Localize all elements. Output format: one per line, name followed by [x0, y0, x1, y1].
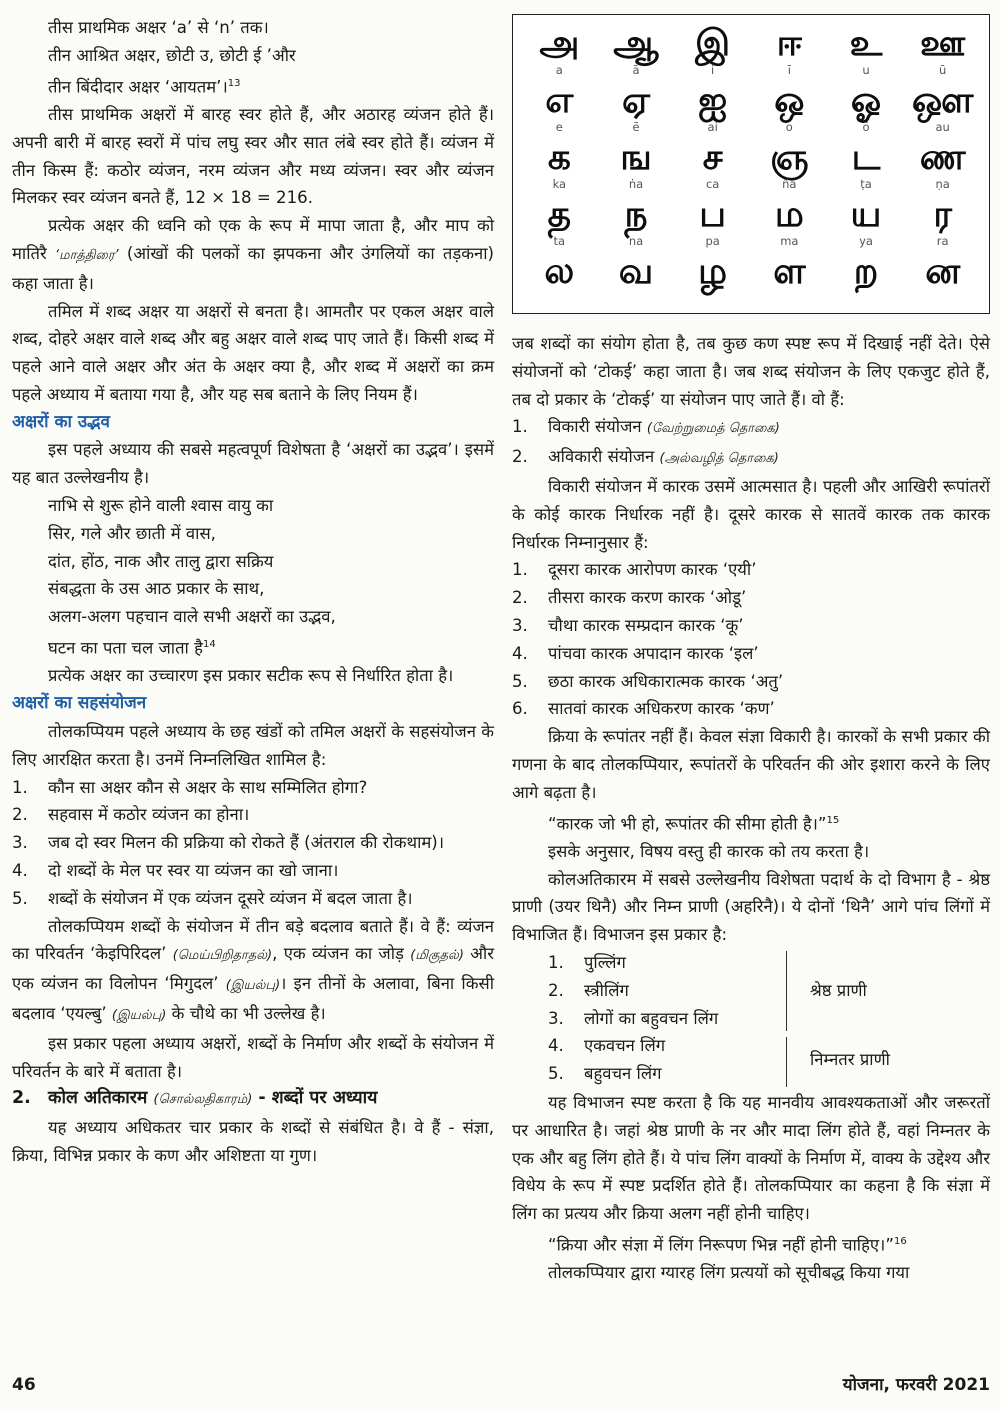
paragraph-summary: इस प्रकार पहला अध्याय अक्षरों, शब्दों के निर्माण और शब्दों के संयोजन में परिवर्तन के बारे में बताता है। [12, 1033, 494, 1081]
tamil-term: ‘மாத்திரை’ [55, 247, 119, 263]
tamil-glyph: ந [624, 194, 648, 235]
paragraph-suffixes: तोलकप्पियार द्वारा ग्यारह लिंग प्रत्ययों को सूचीबद्ध किया गया [548, 1263, 910, 1283]
tamil-letter-cell [828, 139, 905, 196]
tamil-glyph: ஒ [774, 80, 805, 121]
right-column [512, 330, 990, 1287]
tamil-letter-cell [598, 196, 675, 253]
tamil-glyph: வ [618, 251, 654, 292]
list-item: 2. अविकारी संयोजन (அல்வழித் தொகை) [512, 447, 779, 467]
transliteration: ā [632, 63, 640, 77]
list-item: 1. विकारी संयोजन (வேற்றுமைத் தொகை) [512, 417, 780, 437]
table-row: 3. लोगों का बहुवचन लिंग [548, 1008, 719, 1028]
tamil-letter-cell [598, 253, 675, 310]
transliteration: ē [632, 120, 640, 134]
tamil-glyph: ங [620, 137, 652, 178]
tamil-glyph: ச [702, 137, 723, 178]
tamil-glyph: ப [699, 194, 727, 235]
footnote-16: 16 [893, 1236, 907, 1248]
transliteration: ta [553, 234, 566, 248]
journal-issue: योजना, फरवरी 2021 [842, 1375, 990, 1395]
tamil-letter-cell [904, 196, 981, 253]
list-item: 4. पांचवा कारक अपादान कारक ‘इल’ [512, 643, 759, 663]
paragraph-cases: विकारी संयोजन में कारक उसमें आत्मसात है। पहली और आखिरी रूपांतरों के कोई कारक निर्धारक नहीं है। दूसरे कारक से सातवें कारक तक कारक निर्धारक निम्नानुसार हैं: [512, 476, 990, 552]
tamil-letter-cell [828, 253, 905, 310]
paragraph-word-types: यह अध्याय अधिकतर चार प्रकार के शब्दों से संबंधित है। वे हैं - संज्ञा, क्रिया, विभिन्न प्रकार के कण और अशिष्टता या गुण। [12, 1118, 494, 1165]
footnote-14: 14 [202, 639, 216, 651]
section-heading-origin: अक्षरों का उद्भव [12, 411, 111, 432]
list-item: 3. जब दो स्वर मिलन की प्रक्रिया को रोकते हैं (अंतराल की रोकथाम)। [12, 833, 445, 853]
tamil-letter-cell [674, 139, 751, 196]
verse-line: अलग-अलग पहचान वाले सभी अक्षरों का उद्भव, [48, 607, 336, 627]
paragraph-combination: तोलकप्पियम पहले अध्याय के छह खंडों को तमिल अक्षरों के सहसंयोजन के लिए आरक्षित करता है। उनमें निम्नलिखित शामिल है: [12, 721, 494, 769]
tamil-letter-cell [521, 253, 598, 310]
tamil-glyph: ய [850, 194, 882, 235]
paragraph-matra: प्रत्येक अक्षर की ध्वनि को एक के रूप में मापा जाता है, और माप को मातिरै ‘மாத்திரை’ (आंखों की पलकों का झपकना और उंगलियों का तड़कना) कहा जाता है। [12, 216, 494, 293]
tamil-letter-cell [904, 25, 981, 82]
table-row: 2. स्त्रीलिंग [548, 980, 629, 1000]
tamil-letter-cell [674, 25, 751, 82]
transliteration: ra [936, 234, 949, 248]
tamil-glyph: ஈ [776, 23, 803, 64]
tamil-letter-cell [598, 139, 675, 196]
list-item: 1. दूसरा कारक आरोपण कारक ‘एयी’ [512, 560, 757, 580]
paragraph-vowels: तीस प्राथमिक अक्षरों में बारह स्वर होते हैं, और अठारह व्यंजन होते हैं। अपनी बारी में बारह स्वरों में पांच लघु स्वर और सात लंबे स्वर होते हैं। व्यंजन में तीन किस्म हैं: कठोर व्यंजन, नरम व्यंजन और मध्य व्यंजन। स्वर और व्यंजन मिलकर स्वर व्यंजन बनते हैं, 12 × 18 = 216. [12, 104, 494, 208]
quote-16: “क्रिया और संज्ञा में लिंग निरूपण भिन्न नहीं होनी चाहिए।”$^{16}$ [548, 1235, 907, 1255]
tamil-glyph: ஏ [621, 80, 650, 121]
tamil-letter-cell [598, 82, 675, 139]
list-item: 5. छठा कारक अधिकारात्मक कारक ‘अतु’ [512, 671, 784, 691]
chapter-heading: 2. कोल अतिकारम (சொல்லதிகாரம்) - शब्दों पर अध्याय [12, 1088, 378, 1109]
tamil-letter-cell [904, 253, 981, 310]
tamil-alphabet-chart [512, 14, 990, 314]
list-item: 6. सातवां कारक अधिकरण कारक ‘कण’ [512, 699, 775, 719]
transliteration: ṇa [935, 177, 950, 191]
tamil-letter-cell [751, 196, 828, 253]
transliteration: ca [705, 177, 720, 191]
paragraph-pronunciation: प्रत्येक अक्षर का उच्चारण इस प्रकार सटीक रूप से निर्धारित होता है। [48, 666, 454, 686]
table-row: 5. बहुवचन लिंग [548, 1064, 662, 1084]
list-item: 3. चौथा कारक सम्प्रदान कारक ‘कू’ [512, 615, 744, 635]
tamil-letter-cell [598, 25, 675, 82]
transliteration: na [628, 234, 644, 248]
tamil-glyph: ஞ [769, 137, 809, 178]
tamil-glyph: ட [851, 137, 881, 178]
tamil-glyph: ஓ [850, 80, 882, 121]
transliteration: ṅa [628, 177, 644, 191]
tamil-letter-cell [674, 253, 751, 310]
transliteration: au [935, 120, 950, 134]
list-item: 4. दो शब्दों के मेल पर स्वर या व्यंजन का खो जाना। [12, 860, 339, 880]
tamil-glyph: ம [774, 194, 804, 235]
tamil-letter-cell [521, 25, 598, 82]
paragraph-thinai: कोलअतिकारम में सबसे उल्लेखनीय विशेषता पदार्थ के दो विभाग है - श्रेष्ठ प्राणी (उयर थिनै) और निम्न प्राणी (अहरिनै)। ये दोनों ‘थिनै’ आगे पांच लिंगों में विभाजित हैं। विभाजन इस प्रकार है: [512, 869, 990, 945]
transliteration: i [711, 63, 715, 77]
left-column [12, 14, 494, 1170]
tamil-letter-cell [828, 25, 905, 82]
tamil-glyph: ழ [698, 251, 728, 292]
verse-line: नाभि से शुरू होने वाली श्वास वायु का [48, 496, 274, 516]
tamil-letter-cell [828, 196, 905, 253]
verse-line: दांत, होंठ, नाक और तालु द्वारा सक्रिय [48, 551, 274, 571]
tamil-glyph: ண [919, 137, 966, 178]
tamil-glyph: ர [933, 194, 952, 235]
tamil-letter-cell [521, 82, 598, 139]
tamil-letter-cell [751, 25, 828, 82]
tamil-glyph: உ [849, 23, 883, 64]
transliteration: ī [787, 63, 791, 77]
quote-15: “कारक जो भी हो, रूपांतर की सीमा होती है।”$^{15}$ [548, 814, 840, 834]
paragraph-changes: तोलकप्पियम शब्दों के संयोजन में तीन बड़े बदलाव बताते हैं। वे हैं: व्यंजन का परिवर्तन ‘केइपिरिदल’ (மெய்பிறிதாதல்), एक व्यंजन का जोड़ (மிகுதல்) और एक व्यंजन का विलोपन ‘मिगुदल’ (இயல்பு)। इन तीनों के अलावा, बिना किसी बदलाव ‘एयल्बु’ (இயல்பு) के चौथे का भी उल्लेख है। [12, 916, 494, 1023]
transliteration: ya [859, 234, 873, 248]
verse-line: सिर, गले और छाती में वास, [48, 523, 216, 543]
list-item: 2. सहवास में कठोर व्यंजन का होना। [12, 805, 250, 825]
verse-line: घटन का पता चल जाता है$^{14}$ [48, 638, 216, 658]
transliteration: ka [552, 177, 567, 191]
tamil-alphabet-grid [513, 15, 989, 310]
transliteration: o [785, 120, 793, 134]
transliteration: ai [707, 120, 718, 134]
tamil-glyph: ல [544, 251, 575, 292]
footnote-15: 15 [826, 814, 840, 826]
tamil-glyph: இ [695, 23, 731, 64]
intro-line-3: तीन बिंदीदार अक्षर ‘आयतम’।$^{13}$ [48, 77, 241, 97]
tamil-letter-cell [674, 196, 751, 253]
transliteration: pa [705, 234, 720, 248]
paragraph-inflection: क्रिया के रूपांतर नहीं हैं। केवल संज्ञा विकारी है। कारकों के सभी प्रकार की गणना के बाद तोलकप्पियार, रूपांतरों के परिवर्तन की ओर इशारा करने के लिए आगे बढ़ता है। [512, 727, 990, 802]
tamil-letter-cell [521, 139, 598, 196]
transliteration: e [555, 120, 563, 134]
transliteration: ṭa [860, 177, 872, 191]
paragraph-words: तमिल में शब्द अक्षर या अक्षरों से बनता है। आमतौर पर एकल अक्षर वाले शब्द, दोहरे अक्षर वाले शब्द और बहु अक्षर वाले शब्द पाए जाते हैं। किसी शब्द में पहले आने वाले अक्षर और अंत के अक्षर क्या है, और शब्द में अक्षरों का क्रम पहले अध्याय में बताया गया है, और यह सब बताने के लिए नियम हैं। [12, 301, 494, 404]
intro-line-2: तीन आश्रित अक्षर, छोटी उ, छोटी ई ’और [48, 45, 296, 65]
page-number: 46 [12, 1375, 36, 1395]
tamil-glyph: ன [925, 251, 961, 292]
transliteration: a [555, 63, 563, 77]
paragraph-division: यह विभाजन स्पष्ट करता है कि यह मानवीय आवश्यकताओं और जरूरतों पर आधारित है। जहां श्रेष्ठ प्राणी के नर और मादा लिंग होते हैं, वहां निम्नतर के एक और बहु लिंग होते हैं। ये पांच लिंग वाक्यों के निर्माण में, वाक्य के उद्देश्य और विधेय के रूप में स्पष्ट प्रदर्शित होते हैं। तोलकप्पियार का कहना है कि संज्ञा में लिंग का प्रत्यय और क्रिया अलग नहीं होनी चाहिए। [512, 1093, 990, 1224]
tamil-letter-cell [828, 82, 905, 139]
verse-line: संबद्धता के उस आठ प्रकार के साथ, [48, 579, 265, 599]
paragraph-origin: इस पहले अध्याय की सबसे महत्वपूर्ण विशेषता है ‘अक्षरों का उद्भव’। इसमें यह बात उल्लेखनीय है। [12, 440, 494, 488]
transliteration: ū [939, 63, 947, 77]
tamil-letter-cell [521, 196, 598, 253]
tamil-glyph: த [547, 194, 572, 235]
list-item: 1. कौन सा अक्षर कौन से अक्षर के साथ सम्मिलित होगा? [12, 777, 368, 797]
section-heading-combination: अक्षरों का सहसंयोजन [12, 693, 147, 714]
class-label-high: श्रेष्ठ प्राणी [810, 981, 867, 1001]
transliteration: ma [780, 234, 799, 248]
transliteration: ña [782, 177, 797, 191]
tamil-letter-cell [904, 139, 981, 196]
tamil-glyph: ற [853, 251, 879, 292]
tamil-glyph: அ [539, 23, 580, 64]
tamil-glyph: ஊ [919, 23, 966, 64]
tamil-glyph: எ [545, 80, 574, 121]
tamil-glyph: க [547, 137, 571, 178]
bracket-line [786, 951, 787, 1031]
transliteration: u [862, 63, 870, 77]
tamil-glyph: ஔ [911, 80, 974, 121]
tamil-letter-cell [751, 253, 828, 310]
footnote-13: 13 [227, 77, 241, 89]
list-item: 2. तीसरा कारक करण कारक ‘ओडू’ [512, 588, 747, 608]
tamil-glyph: ஆ [613, 23, 659, 64]
bracket-line [786, 1037, 787, 1087]
transliteration: ō [862, 120, 870, 134]
intro-line-1: तीस प्राथमिक अक्षर ‘a’ से ‘n’ तक। [48, 18, 269, 37]
gender-table [548, 949, 990, 1089]
tamil-letter-cell [751, 139, 828, 196]
tamil-glyph: ள [773, 251, 806, 292]
tamil-letter-cell [751, 82, 828, 139]
list-item: 5. शब्दों के संयोजन में एक व्यंजन दूसरे व्यंजन में बदल जाता है। [12, 888, 413, 908]
paragraph-tokai: जब शब्दों का संयोग होता है, तब कुछ कण स्पष्ट रूप में दिखाई नहीं देते। ऐसे संयोजनों को ‘टोकई’ कहा जाता है। जब शब्द संयोजन के लिए एकजुट होते हैं, तब दो प्रकार के ‘टोकई’ या संयोजन पाए जाते हैं। वो हैं: [512, 334, 990, 409]
table-row: 4. एकवचन लिंग [548, 1036, 666, 1056]
tamil-letter-cell [904, 82, 981, 139]
class-label-low: निम्नतर प्राणी [810, 1050, 890, 1070]
paragraph-subject: इसके अनुसार, विषय वस्तु ही कारक को तय करता है। [548, 841, 870, 861]
tamil-glyph: ஐ [698, 80, 728, 121]
table-row: 1. पुल्लिंग [548, 953, 626, 973]
tamil-letter-cell [674, 82, 751, 139]
